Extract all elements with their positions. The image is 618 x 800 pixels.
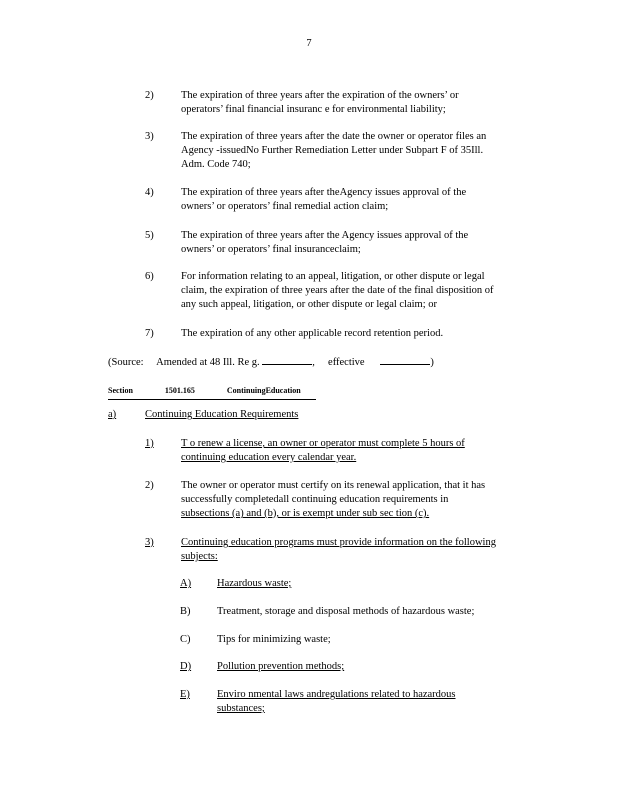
source-note (108, 354, 434, 370)
text-line: claim, the expiration of three years after the date of the final disposition of (181, 285, 494, 296)
section-number: 1501.165 (164, 386, 195, 395)
list-item-number: 4) (145, 187, 154, 198)
list-item-text (181, 186, 541, 214)
source-label: (Source: (108, 357, 144, 368)
effective-date-blank (380, 354, 430, 365)
section-title: ContinuingEducation (226, 386, 301, 395)
section-heading (108, 384, 316, 400)
text-line: Hazardous waste; (217, 578, 292, 589)
text-line: The expiration of three years after the expiration of the owners’ or (181, 90, 459, 101)
source-close: ) (430, 357, 434, 368)
text-line: For information relating to an appeal, litigation, or other dispute or legal (181, 271, 485, 282)
list-item-text (181, 270, 541, 312)
list-item-text (181, 89, 541, 117)
text-line: Treatment, storage and disposal methods of hazardous waste; (217, 606, 475, 617)
subject-number: D) (180, 661, 192, 672)
subject-number: B) (180, 606, 191, 617)
text-line: The expiration of any other applicable record retention period. (181, 328, 444, 339)
text-line: Continuing education programs must provide information on the following (181, 537, 496, 548)
text-line: The expiration of three years after the date the owner or operator files an (181, 131, 487, 142)
register-blank (262, 354, 312, 365)
list-item-number: 2) (145, 90, 154, 101)
text-line: subjects: (181, 551, 218, 562)
text-line: Tips for minimizing waste; (217, 634, 331, 645)
list-item-number: 7) (145, 328, 154, 339)
subsection-item-text (181, 536, 541, 564)
text-line: The expiration of three years after theAgency issues approval of the (181, 187, 467, 198)
subsection-title: Continuing Education Requirements (145, 409, 299, 420)
text-line: any such appeal, litigation, or other dispute or legal claim; or (181, 299, 438, 310)
text-line: continuing education every calendar year. (181, 452, 357, 463)
section-label: Section (108, 386, 133, 395)
subsection-item-number: 2) (145, 480, 154, 491)
text-line: Adm. Code 740; (181, 159, 251, 170)
subsection-item-number: 1) (145, 438, 154, 449)
text-line: Pollution prevention methods; (217, 661, 345, 672)
subsection-item-text (181, 479, 541, 521)
text-line: subsections (a) and (b), or is exempt under sub sec tion (c). (181, 508, 430, 519)
list-item-number: 6) (145, 271, 154, 282)
subject-text (217, 688, 456, 716)
text-line: Agency -issuedNo Further Remediation Letter under Subpart F of 35Ill. (181, 145, 484, 156)
text-line: owners’ or operators’ final remedial action claim; (181, 201, 389, 212)
list-item-number: 3) (145, 131, 154, 142)
text-line: T o renew a license, an owner or operator must complete 5 hours of (181, 438, 465, 449)
text-line: The expiration of three years after the Agency issues approval of the (181, 230, 469, 241)
page-number: 7 (306, 38, 312, 49)
text-line: Enviro nmental laws andregulations related to hazardous (217, 689, 456, 700)
subsection-item-number: 3) (145, 537, 154, 548)
text-line: owners’ or operators’ final insuranceclaim; (181, 244, 361, 255)
subject-number: E) (180, 689, 190, 700)
list-item-text (181, 327, 541, 341)
subject-text (217, 660, 344, 674)
subsection-item-text (181, 437, 541, 465)
subject-text (217, 577, 291, 591)
text-line: operators’ final financial insuranc e for environmental liability; (181, 104, 446, 115)
text-line: successfully completedall continuing education requirements in (181, 494, 449, 505)
list-item-text (181, 229, 541, 257)
list-item-text (181, 130, 541, 172)
subsection-a (108, 408, 299, 422)
subject-text (217, 605, 474, 619)
text-line: substances; (217, 703, 265, 714)
text-line: The owner or operator must certify on its renewal application, that it has (181, 480, 486, 491)
source-comma: , (312, 357, 315, 368)
subject-number: A) (180, 578, 192, 589)
subsection-label: a) (108, 409, 117, 420)
subject-number: C) (180, 634, 191, 645)
list-item-number: 5) (145, 230, 154, 241)
source-amended: Amended at 48 Ill. Re g. (156, 357, 260, 368)
subject-text (217, 633, 331, 647)
source-effective: effective (328, 357, 365, 368)
